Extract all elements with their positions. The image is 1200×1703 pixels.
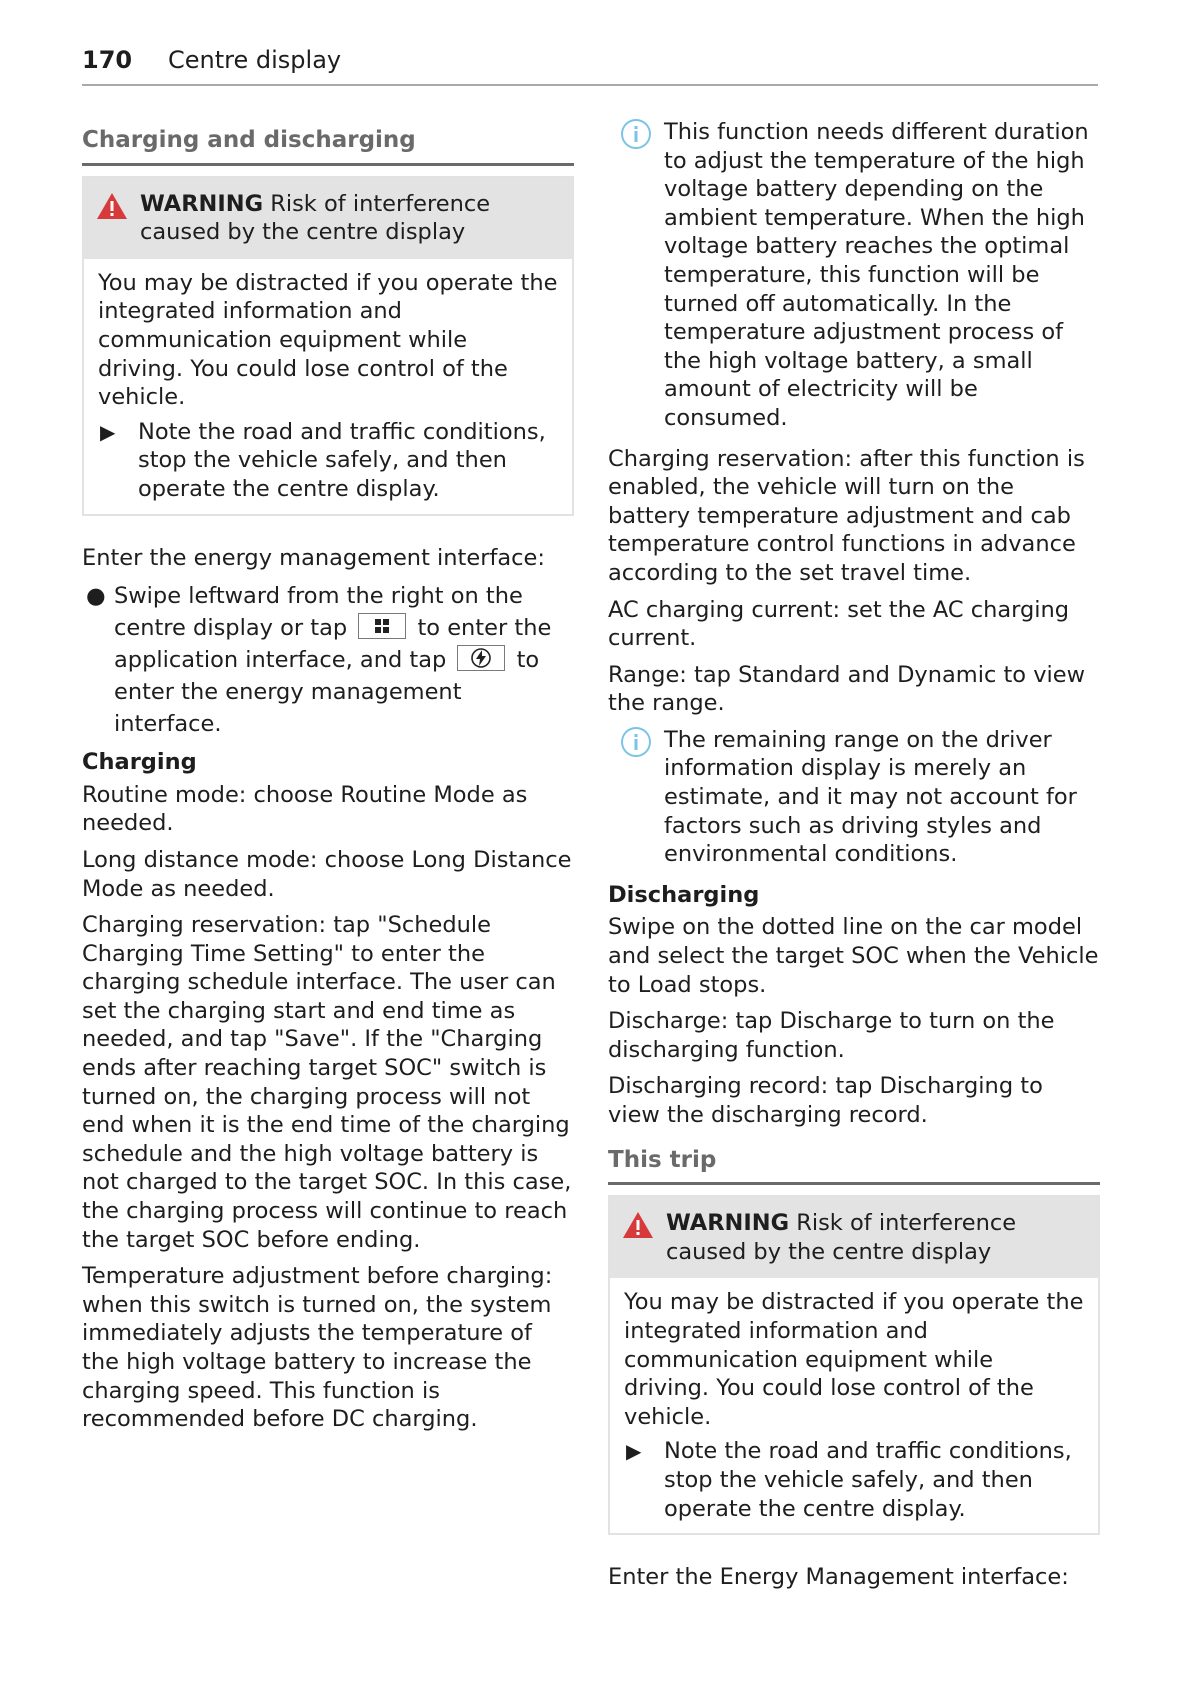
paragraph: Discharging record: tap Discharging to view the discharging record.	[608, 1073, 1043, 1128]
info-note	[608, 118, 1100, 433]
note-text: This function needs different duration to adjust the temperature of the high voltage battery depending on the ambient temperature. When the high voltage battery reaches the optimal temperature, this function will be turned off automatically. In the temperature adjustment process of the high voltage battery, a small amount of electricity will be consumed.	[664, 119, 1089, 431]
paragraph: Charging reservation: after this function is enabled, the vehicle will turn on the battery temperature adjustment and cab temperature control functions in advance according to the set travel time.	[608, 445, 1085, 586]
discharging-heading: Discharging	[608, 881, 760, 908]
warning-body	[610, 1278, 1098, 1533]
paragraph: Swipe on the dotted line on the car model and select the target SOC when the Vehicle to Load stops.	[608, 914, 1099, 998]
warning-title: Risk of interference caused by the centre display	[140, 190, 491, 246]
page-number: 170	[82, 46, 133, 74]
warning-label: WARNING	[666, 1210, 790, 1237]
apps-grid-icon	[358, 613, 406, 639]
section-title-this-trip: This trip	[608, 1138, 1100, 1186]
paragraph: Discharge: tap Discharge to turn on the discharging function.	[608, 1008, 1055, 1063]
warning-action-text: Note the road and traffic conditions, stop the vehicle safely, and then operate the centre display.	[664, 1438, 1072, 1522]
left-column	[82, 118, 574, 1442]
paragraph: Temperature adjustment before charging: when this switch is turned on, the system immediately adjusts the temperature of the high voltage battery to increase the charging speed. This function is recommended before DC charging.	[82, 1263, 553, 1433]
bullet-text-1: Swipe leftward from the right on the centre display or tap	[114, 583, 523, 642]
paragraph: Routine mode: choose Routine Mode as needed.	[82, 781, 528, 837]
warning-label: WARNING	[140, 190, 264, 217]
outro-text: Enter the Energy Management interface:	[608, 1564, 1069, 1591]
warning-body	[84, 259, 572, 514]
warning-text: You may be distracted if you operate the integrated information and communication equipment while driving. You could lose control of the vehicle.	[98, 269, 558, 411]
warning-text: You may be distracted if you operate the integrated information and communication equipment while driving. You could lose control of the vehicle.	[624, 1289, 1084, 1430]
info-note	[608, 726, 1100, 869]
warning-action	[624, 1437, 1084, 1523]
info-icon	[620, 726, 652, 766]
right-column	[608, 118, 1100, 1600]
info-icon	[620, 118, 652, 158]
warning-header	[610, 1197, 1098, 1278]
paragraph: AC charging current: set the AC charging current.	[608, 596, 1070, 652]
warning-box	[608, 1195, 1100, 1535]
warning-action	[98, 418, 558, 504]
paragraph: Charging reservation: tap "Schedule Charging Time Setting" to enter the charging schedule interface. The user can set the charging start and end time as needed, and tap "Save". If the "Charging ends after reaching target SOC" switch is turned on, the charging process will not end when it is the end time of the charging schedule and the high voltage battery is not charged to the target SOC. In this case, the charging process will continue to reach the target SOC before ending.	[82, 912, 572, 1253]
warning-box	[82, 176, 574, 516]
charging-heading: Charging	[82, 749, 197, 776]
page-title: Centre display	[168, 46, 342, 74]
page-header	[82, 44, 1098, 86]
warning-triangle-icon	[622, 1211, 654, 1247]
bullet-text-3: to enter the energy management interface.	[114, 647, 540, 738]
warning-action-text: Note the road and traffic conditions, stop the vehicle safely, and then operate the centre display.	[138, 418, 546, 502]
paragraph: Range: tap Standard and Dynamic to view the range.	[608, 661, 1086, 717]
paragraph: Long distance mode: choose Long Distance Mode as needed.	[82, 846, 572, 902]
bullet-text-2: to enter the application interface, and tap	[114, 615, 552, 674]
note-text: The remaining range on the driver information display is merely an estimate, and it may not account for factors such as driving styles and environmental conditions.	[664, 726, 1077, 868]
section-title-charging: Charging and discharging	[82, 118, 574, 166]
arrow-right-icon: ▶	[100, 419, 116, 444]
arrow-right-icon: ▶	[626, 1439, 642, 1464]
list-item	[82, 580, 574, 740]
warning-triangle-icon	[96, 192, 128, 228]
warning-title: Risk of interference caused by the centre display	[666, 1210, 1017, 1265]
warning-header	[84, 178, 572, 259]
intro-text: Enter the energy management interface:	[82, 544, 545, 571]
bullet-icon: ●	[86, 583, 106, 610]
energy-lightning-icon	[457, 645, 505, 671]
